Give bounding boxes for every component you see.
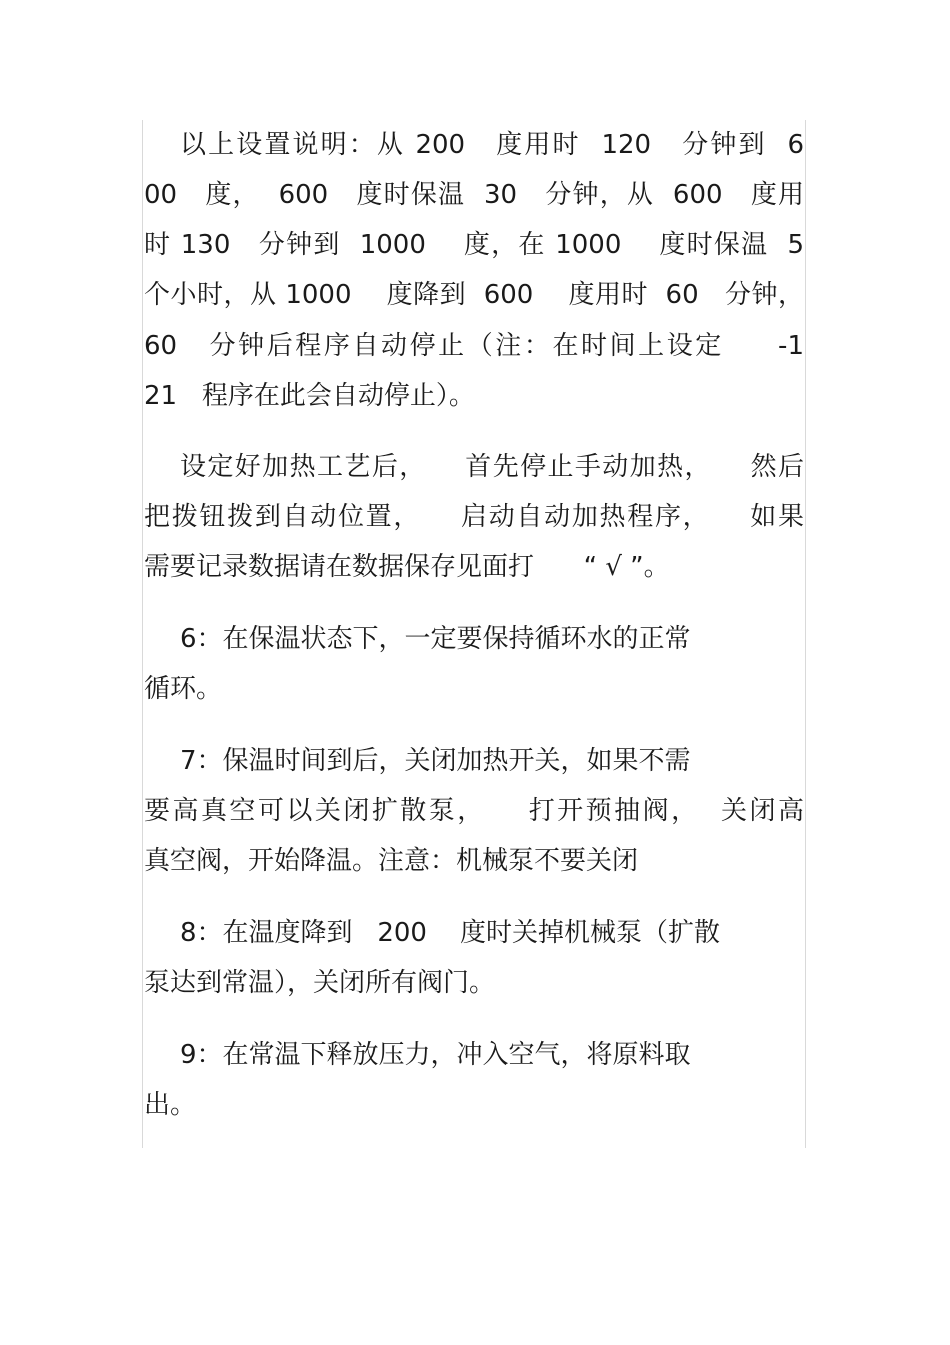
paragraph-4-line-2: 要高真空可以关闭扩散泵， 打开预抽阀， 关闭高 [144, 796, 804, 826]
paragraph-4-line-1: 7：保温时间到后，关闭加热开关，如果不需 [180, 746, 691, 776]
paragraph-2-line-3: 需要记录数据请在数据保存见面打 “ √ ”。 [144, 552, 670, 582]
paragraph-1-line-6: 21 程序在此会自动停止）。 [144, 381, 475, 411]
paragraph-2-line-1: 设定好加热工艺后， 首先停止手动加热， 然后 [180, 452, 804, 482]
paragraph-1-line-1: 以上设置说明：从 200 度用时 120 分钟到 6 [180, 130, 804, 160]
paragraph-1-line-5: 60 分钟后程序自动停止（注：在时间上设定 -1 [144, 331, 804, 361]
paragraph-6-line-1: 9：在常温下释放压力，冲入空气，将原料取 [180, 1040, 691, 1070]
paragraph-5-line-1: 8：在温度降到 200 度时关掉机械泵（扩散 [180, 918, 721, 948]
paragraph-2-line-2: 把拨钮拨到自动位置， 启动自动加热程序， 如果 [144, 502, 804, 532]
paragraph-4-line-3: 真空阀，开始降温。注意：机械泵不要关闭 [144, 846, 639, 876]
paragraph-6-line-2: 出。 [144, 1090, 197, 1120]
paragraph-3-line-2: 循环。 [144, 674, 223, 704]
paragraph-1-line-4: 个小时，从 1000 度降到 600 度用时 60 分钟， [144, 280, 804, 310]
paragraph-5-line-2: 泵达到常温），关闭所有阀门。 [144, 968, 496, 998]
paragraph-3-line-1: 6：在保温状态下，一定要保持循环水的正常 [180, 624, 691, 654]
paragraph-1-line-3: 时 130 分钟到 1000 度，在 1000 度时保温 5 [144, 230, 804, 260]
paragraph-1-line-2: 00 度， 600 度时保温 30 分钟，从 600 度用 [144, 180, 804, 210]
